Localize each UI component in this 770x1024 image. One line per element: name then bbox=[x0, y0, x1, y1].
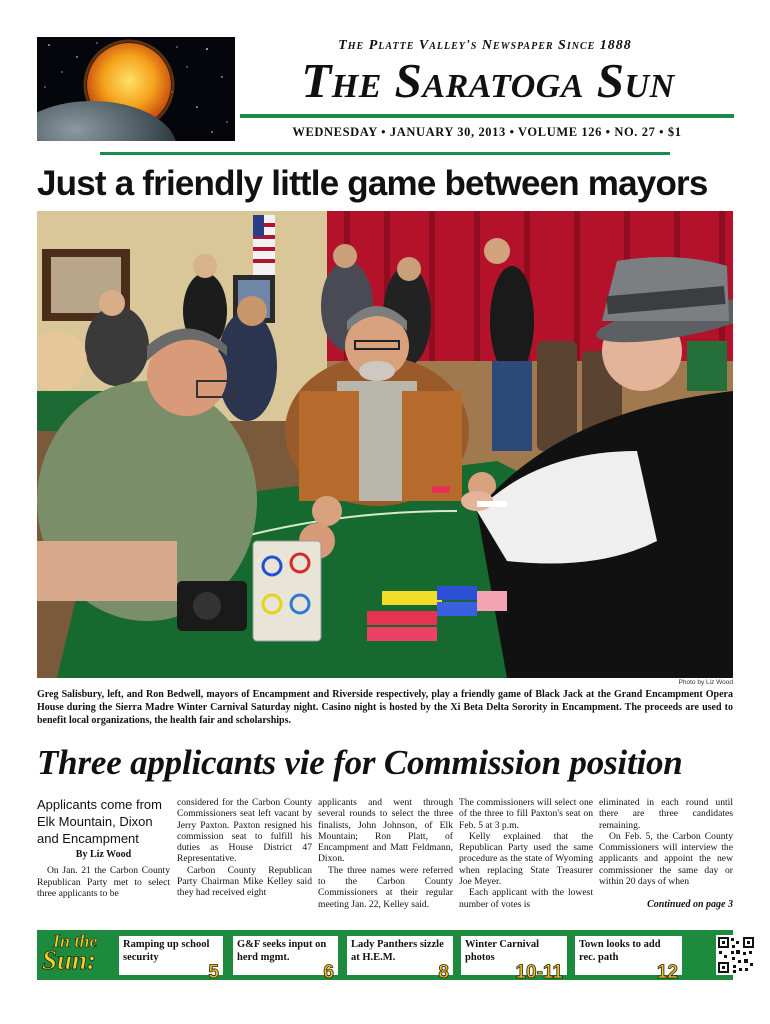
qr-code-icon[interactable] bbox=[716, 935, 756, 975]
story-column-2 bbox=[177, 797, 312, 899]
story-deck: Applicants come from Elk Mountain, Dixon and Encampment bbox=[37, 797, 162, 846]
blackjack-photo bbox=[37, 211, 733, 678]
dateline-rule bbox=[100, 152, 670, 155]
story-column-4 bbox=[459, 797, 593, 910]
story-paragraph: On Jan. 21 the Carbon County Republican Party met to select three applicants to be bbox=[37, 865, 170, 899]
story-paragraph: The commissioners will select one of the three to fill Paxton's seat on Feb. 5 at 3 p.m. bbox=[459, 797, 593, 831]
byline: By Liz Wood bbox=[75, 849, 132, 860]
in-the-label: In the bbox=[53, 931, 98, 951]
story-column-5 bbox=[599, 797, 733, 887]
story-paragraph: considered for the Carbon County Commissioners seat left vacant by Jerry Paxton. Paxton resigned his commission seat to fulfill his duties as House District 47 Representative. bbox=[177, 797, 312, 865]
lead-headline: Just a friendly little game between mayors bbox=[37, 164, 708, 203]
story-paragraph: Kelly explained that the Republican Party used the same procedure as the state of Wyoming when replacing State Treasurer Joe Meyer. bbox=[459, 830, 593, 888]
photo-caption: Greg Salisbury, left, and Ron Bedwell, mayors of Encampment and Riverside respectively, play a friendly game of Black Jack at the Grand Encampment Opera House during the Sierra Madre Winter Carnival Saturday night. Casino night is hosted by the Xi Beta Delta Sorority in Encampment. The proceeds are used to benefit local organizations, the health fair and scholarships. bbox=[37, 689, 733, 726]
promo-page-number: 5 bbox=[208, 962, 219, 983]
dateline: WEDNESDAY • JANUARY 30, 2013 • VOLUME 126 • NO. 27 • $1 bbox=[292, 125, 682, 139]
photo-credit: Photo by Liz Wood bbox=[678, 679, 733, 686]
promo-title: Town looks to add rec. path bbox=[579, 939, 661, 963]
story-paragraph: eliminated in each round until there are three candidates remaining. bbox=[599, 797, 733, 831]
sun-logo bbox=[37, 37, 235, 141]
in-the-sun-label bbox=[39, 933, 115, 977]
newspaper-tagline: The Platte Valley's Newspaper Since 1888 bbox=[338, 38, 632, 53]
promo-page-number: 10-11 bbox=[515, 962, 563, 983]
story-paragraph: Carbon County Republican Party Chairman Mike Kelley said they had received eight bbox=[177, 864, 312, 899]
story-paragraph: The three names were referred to the Carbon County Commissioners at their regular meeting Jan. 22, Kelley said. bbox=[318, 864, 453, 910]
promo-item[interactable] bbox=[233, 936, 338, 983]
story-paragraph: On Feb. 5, the Carbon County Commissioners will interview the applicants and appoint the new commissioner the same day or within 20 days of when bbox=[599, 830, 733, 888]
promo-title: Ramping up school security bbox=[123, 939, 210, 963]
story-paragraph: Each applicant with the lowest number of votes is bbox=[459, 887, 593, 910]
promo-page-number: 8 bbox=[438, 962, 449, 983]
promo-item[interactable] bbox=[119, 936, 223, 983]
promo-page-number: 6 bbox=[323, 962, 334, 983]
promo-item[interactable] bbox=[575, 936, 682, 983]
story-paragraph: applicants and went through several rounds to select the three finalists, John Johnson, of Elk Mountain; Ron Platt, of Encampment and Matt Feldmann, Dixon. bbox=[318, 797, 453, 865]
promo-title: Lady Panthers sizzle at H.E.M. bbox=[351, 939, 444, 963]
promo-title: G&F seeks input on herd mgmt. bbox=[237, 939, 327, 963]
continued-link[interactable]: Continued on page 3 bbox=[647, 899, 733, 910]
in-the-sun-bar bbox=[37, 930, 733, 983]
promo-item[interactable] bbox=[461, 936, 567, 983]
promo-item[interactable] bbox=[347, 936, 453, 983]
story-column-1 bbox=[37, 796, 170, 899]
second-headline: Three applicants vie for Commission position bbox=[37, 743, 683, 782]
sun-label: Sun: bbox=[42, 945, 97, 975]
promo-page-number: 12 bbox=[656, 962, 678, 983]
newspaper-title: The Saratoga Sun bbox=[301, 53, 675, 108]
promo-title: Winter Carnival photos bbox=[465, 939, 539, 963]
story-column-3 bbox=[318, 797, 453, 910]
masthead-rule bbox=[240, 114, 734, 118]
